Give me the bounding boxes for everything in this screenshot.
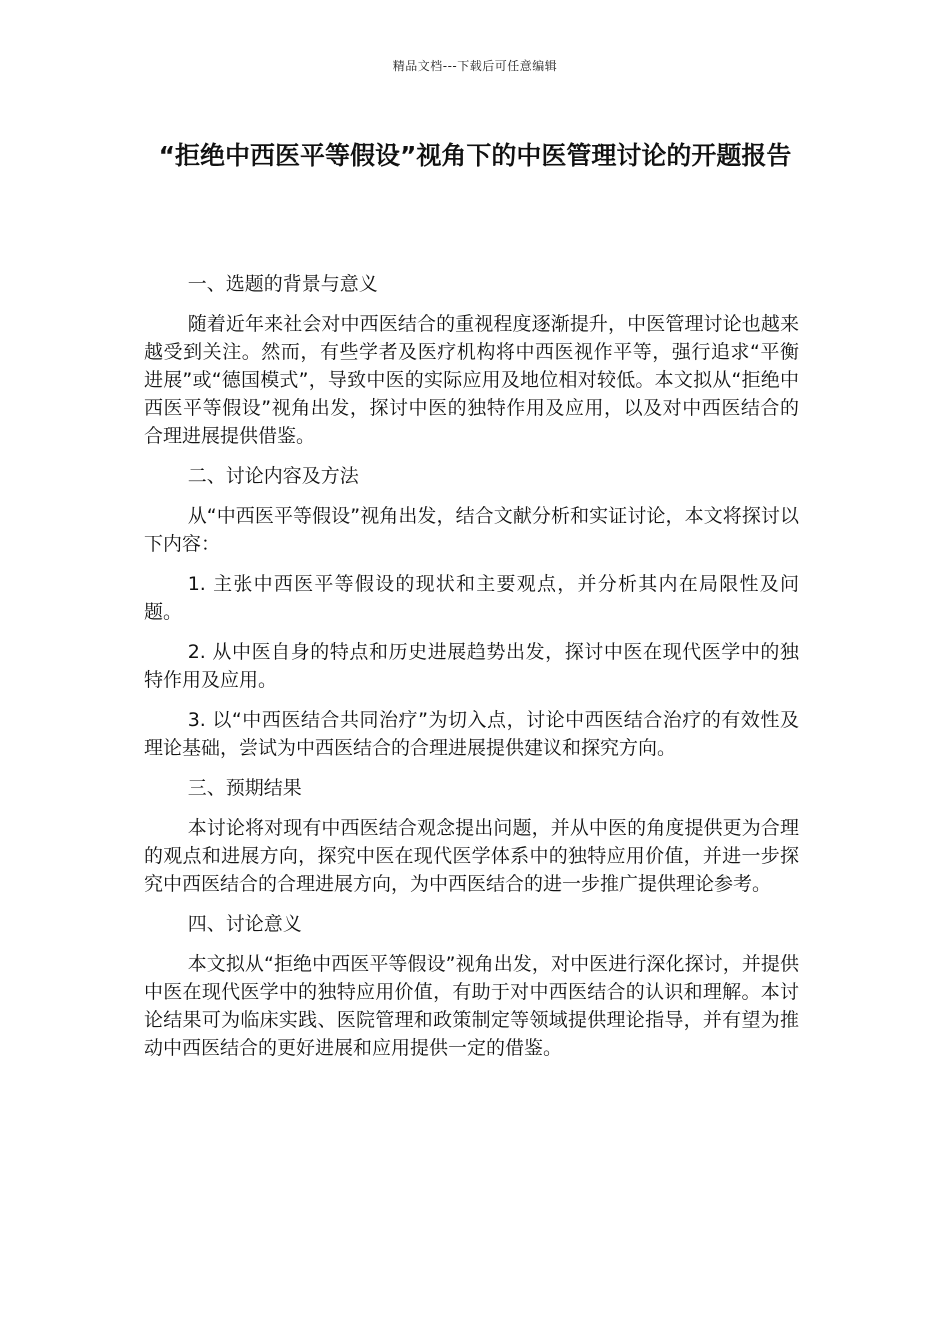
paragraph: 随着近年来社会对中西医结合的重视程度逐渐提升，中医管理讨论也越来越受到关注。然而，有些学者及医疗机构将中西医视作平等，强行追求“平衡进展”或“德国模式”，导致中医的实际应用及地位相对较低。本文拟从“拒绝中西医平等假设”视角出发，探讨中医的独特作用及应用，以及对中西医结合的合理进展提供借鉴。 bbox=[144, 313, 799, 447]
paragraph: 本讨论将对现有中西医结合观念提出问题，并从中医的角度提供更为合理的观点和进展方向，探究中医在现代医学体系中的独特应用价值，并进一步探究中西医结合的合理进展方向，为中西医结合的进一步推广提供理论参考。 bbox=[144, 817, 799, 895]
section-significance bbox=[144, 910, 799, 1062]
list-item: 2. 从中医自身的特点和历史进展趋势出发，探讨中医在现代医学中的独特作用及应用。 bbox=[144, 641, 799, 691]
list-item: 3. 以“中西医结合共同治疗”为切入点，讨论中西医结合治疗的有效性及理论基础，尝试为中西医结合的合理进展提供建议和探究方向。 bbox=[144, 709, 799, 759]
document-body bbox=[144, 270, 799, 1074]
section-background bbox=[144, 270, 799, 450]
header-note: 精品文档---下载后可任意编辑 bbox=[392, 59, 558, 73]
section-heading: 三、预期结果 bbox=[187, 777, 302, 799]
section-expected-results bbox=[144, 774, 799, 898]
section-heading: 四、讨论意义 bbox=[187, 913, 302, 935]
paragraph: 从“中西医平等假设”视角出发，结合文献分析和实证讨论，本文将探讨以下内容： bbox=[144, 505, 799, 555]
document-title: “拒绝中西医平等假设”视角下的中医管理讨论的开题报告 bbox=[158, 141, 792, 170]
paragraph: 本文拟从“拒绝中西医平等假设”视角出发，对中医进行深化探讨，并提供中医在现代医学中的独特应用价值，有助于对中西医结合的认识和理解。本讨论结果可为临床实践、医院管理和政策制定等领域提供理论指导，并有望为推动中西医结合的更好进展和应用提供一定的借鉴。 bbox=[144, 953, 799, 1059]
section-heading: 一、选题的背景与意义 bbox=[187, 273, 378, 295]
list-item: 1. 主张中西医平等假设的现状和主要观点，并分析其内在局限性及问题。 bbox=[144, 573, 799, 623]
section-heading: 二、讨论内容及方法 bbox=[187, 465, 359, 487]
section-content-methods bbox=[144, 462, 799, 762]
